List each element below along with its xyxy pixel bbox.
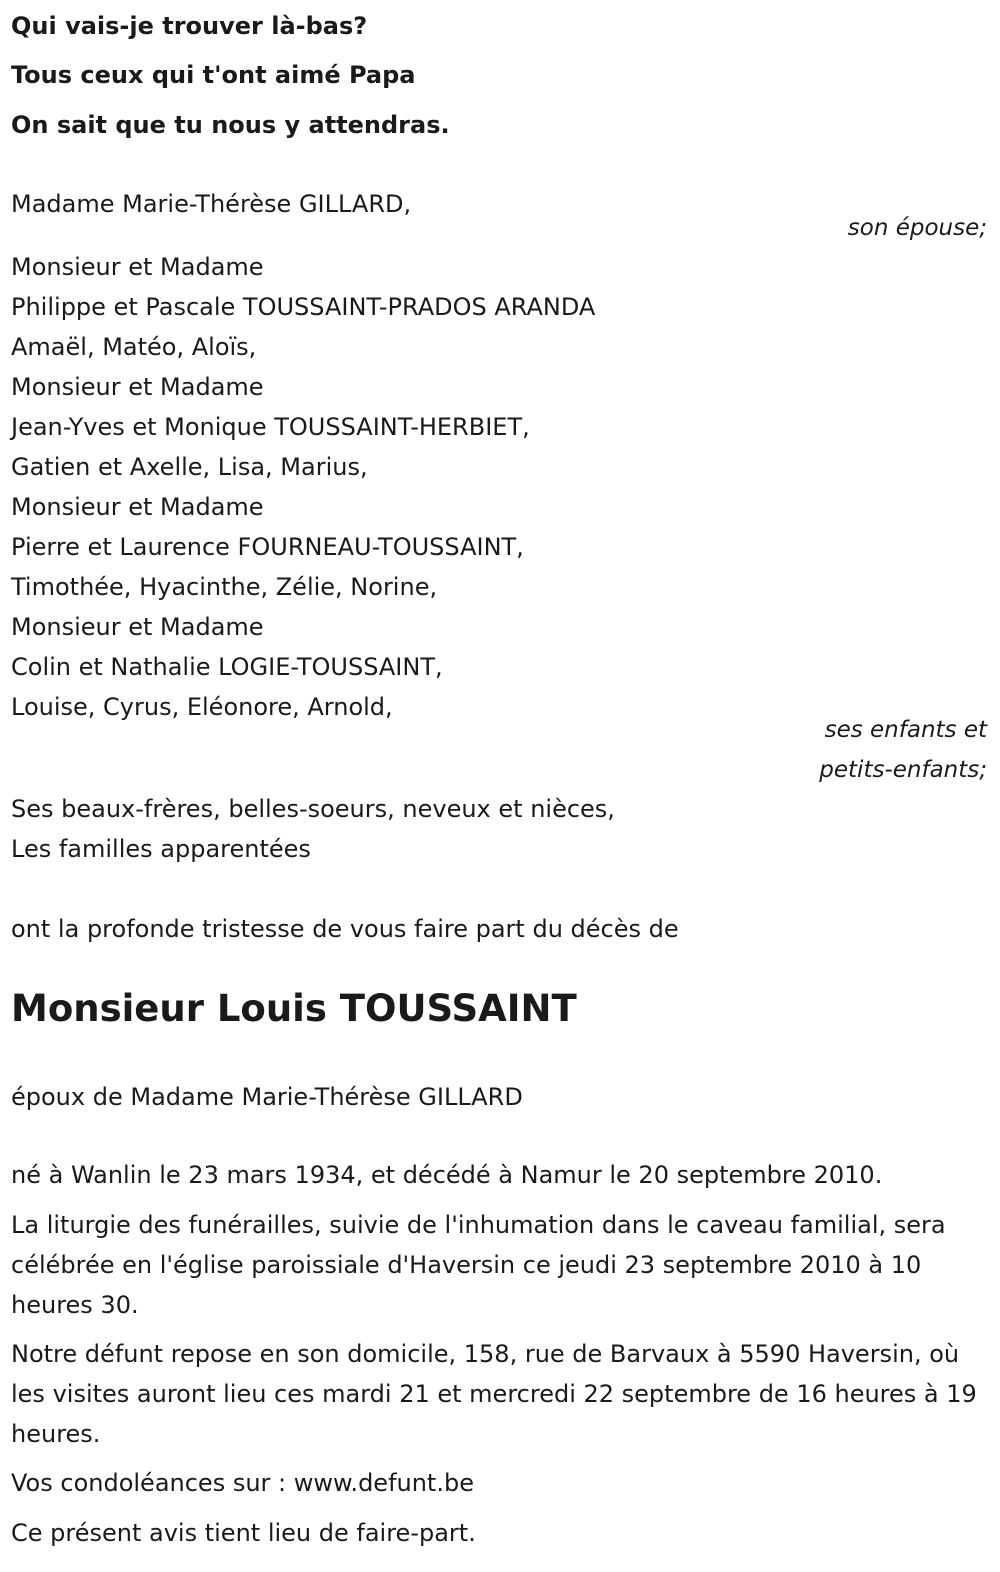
children-line: Philippe et Pascale TOUSSAINT-PRADOS ARANDA xyxy=(11,293,596,321)
notice-text: Ce présent avis tient lieu de faire-part. xyxy=(11,1519,476,1547)
funeral-text: La liturgie des funérailles, suivie de l'inhumation dans le caveau familial, sera célébrée en l'église paroissiale d'Haversin ce jeudi 23 septembre 2010 à 10 heures 30. xyxy=(11,1211,946,1319)
children-line: Monsieur et Madame xyxy=(11,253,264,281)
visitation-text: Notre défunt repose en son domicile, 158, rue de Barvaux à 5590 Haversin, où les visites auront lieu ces mardi 21 et mercredi 22 septembre de 16 heures à 19 heures. xyxy=(11,1340,977,1448)
children-line: Monsieur et Madame xyxy=(11,613,264,641)
verse-line-2: Tous ceux qui t'ont aimé Papa xyxy=(11,61,416,89)
children-line: Louise, Cyrus, Eléonore, Arnold, xyxy=(11,693,393,721)
children-line: Gatien et Axelle, Lisa, Marius, xyxy=(11,453,368,481)
children-line: Colin et Nathalie LOGIE-TOUSSAINT, xyxy=(11,653,443,681)
spouse-role: son épouse; xyxy=(847,215,987,241)
children-line: Jean-Yves et Monique TOUSSAINT-HERBIET, xyxy=(11,413,530,441)
children-line: Timothée, Hyacinthe, Zélie, Norine, xyxy=(11,573,438,601)
verse-line-3: On sait que tu nous y attendras. xyxy=(11,111,450,139)
announcement-text: ont la profonde tristesse de vous faire part du décès de xyxy=(11,915,679,943)
children-line: Pierre et Laurence FOURNEAU-TOUSSAINT, xyxy=(11,533,524,561)
children-role-line-2: petits-enfants; xyxy=(819,757,987,783)
deceased-name: Monsieur Louis TOUSSAINT xyxy=(11,987,577,1030)
children-role-line-1: ses enfants et xyxy=(824,717,987,743)
relatives-line-1: Ses beaux-frères, belles-soeurs, neveux et nièces, xyxy=(11,795,615,823)
children-line: Monsieur et Madame xyxy=(11,373,264,401)
spouse-name: Madame Marie-Thérèse GILLARD, xyxy=(11,190,412,218)
condolences-text: Vos condoléances sur : www.defunt.be xyxy=(11,1469,474,1497)
verse-line-1: Qui vais-je trouver là-bas? xyxy=(11,12,368,40)
birth-death-text: né à Wanlin le 23 mars 1934, et décédé à Namur le 20 septembre 2010. xyxy=(11,1161,883,1189)
relatives-line-2: Les familles apparentées xyxy=(11,835,311,863)
spouse-of-text: époux de Madame Marie-Thérèse GILLARD xyxy=(11,1083,523,1111)
children-line: Amaël, Matéo, Aloïs, xyxy=(11,333,257,361)
children-line: Monsieur et Madame xyxy=(11,493,264,521)
